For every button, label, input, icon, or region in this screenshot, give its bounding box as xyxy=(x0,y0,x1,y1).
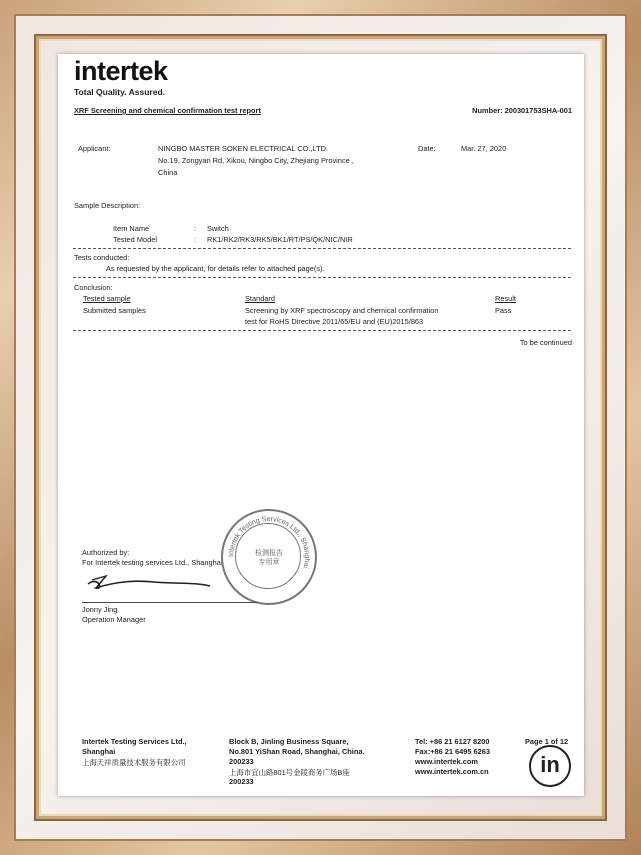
intertek-logo: intertek xyxy=(74,56,168,86)
row-sample: Submitted samples xyxy=(83,306,146,315)
footer-address-cn: 上海市宜山路801号金陵商务广场B座 xyxy=(229,768,350,777)
item-name-label: Item Name xyxy=(113,224,150,233)
tests-text: As requested by the applicant, for details refer to attached page(s). xyxy=(106,264,325,273)
date-label: Date: xyxy=(418,144,436,153)
tested-model-value: RK1/RK2/RK3/RK5/BK1/RT/PS/QK/NIC/NIR xyxy=(207,235,353,244)
signature-scribble xyxy=(84,568,214,594)
divider xyxy=(73,277,571,278)
seal-center-line-1: 检测报告 xyxy=(255,550,283,557)
date-value: Mar. 27, 2020 xyxy=(461,144,507,153)
footer-address-1: Block B, Jinling Business Square, xyxy=(229,737,349,746)
footer-tel: Tel: +86 21 6127 8200 xyxy=(415,737,490,746)
signer-name: Jonny Jing xyxy=(82,605,118,614)
authorized-by: Authorized by: xyxy=(82,548,130,557)
sample-heading: Sample Description: xyxy=(74,201,141,210)
footer-company-cn: 上海天祥质量技术服务有限公司 xyxy=(82,758,186,767)
footer-address-4: 200233 xyxy=(229,777,254,786)
footer-address-2: No.801 YiShan Road, Shanghai, China. xyxy=(229,747,365,756)
seal-ring-text xyxy=(223,511,315,603)
applicant-address-1: No.19, Zongyan Rd, Xikou, Ningbo City, Zhejiang Province , xyxy=(158,156,354,165)
company-seal xyxy=(221,509,317,605)
signer-title: Operation Manager xyxy=(82,615,146,624)
applicant-address-2: China xyxy=(158,168,178,177)
applicant-name: NINGBO MASTER SOKEN ELECTRICAL CO.,LTD. xyxy=(158,144,329,153)
divider xyxy=(73,330,571,331)
row-standard-1: Screening by XRF spectroscopy and chemical confirmation xyxy=(245,306,439,315)
conclusion-heading: Conclusion: xyxy=(74,283,113,292)
report-title: XRF Screening and chemical confirmation test report xyxy=(74,106,261,115)
row-result: Pass xyxy=(495,306,512,315)
item-colon: : xyxy=(194,224,197,233)
intertek-emblem-icon: in xyxy=(529,745,571,787)
report-number: Number: 200301753SHA-001 xyxy=(472,106,572,115)
footer-address-3: 200233 xyxy=(229,757,254,766)
seal-center-line-2: 专用章 xyxy=(258,559,280,567)
svg-text:Intertek Testing Services Ltd. xyxy=(228,516,310,569)
model-colon: : xyxy=(194,235,197,244)
certificate-page xyxy=(58,54,584,796)
tagline: Total Quality. Assured. xyxy=(74,87,165,97)
tests-heading: Tests conducted: xyxy=(74,253,130,262)
to-be-continued: To be continued xyxy=(519,338,572,347)
page-number: Page 1 of 12 xyxy=(525,737,569,746)
signature-line xyxy=(82,602,257,603)
row-standard-2: test for RoHS Directive 2011/65/EU and (EU)2015/863 xyxy=(245,317,424,326)
col-tested-sample: Tested sample xyxy=(83,294,131,303)
authorized-for: For Intertek testing services Ltd., Shanghai xyxy=(82,558,223,567)
footer-company-1: Intertek Testing Services Ltd., xyxy=(82,737,187,746)
footer-web-1: www.intertek.com xyxy=(415,757,478,766)
tested-model-label: Tested Model xyxy=(113,235,157,244)
applicant-label: Applicant: xyxy=(78,144,111,153)
divider xyxy=(73,248,571,249)
col-result: Result xyxy=(495,294,516,303)
item-name-value: Switch xyxy=(207,224,229,233)
footer-web-2: www.intertek.com.cn xyxy=(415,767,489,776)
footer-fax: Fax:+86 21 6495 6263 xyxy=(415,747,490,756)
col-standard: Standard xyxy=(245,294,275,303)
seal-ring-label: Intertek Testing Services Ltd., Shanghai xyxy=(227,515,311,569)
footer-company-2: Shanghai xyxy=(82,747,116,756)
